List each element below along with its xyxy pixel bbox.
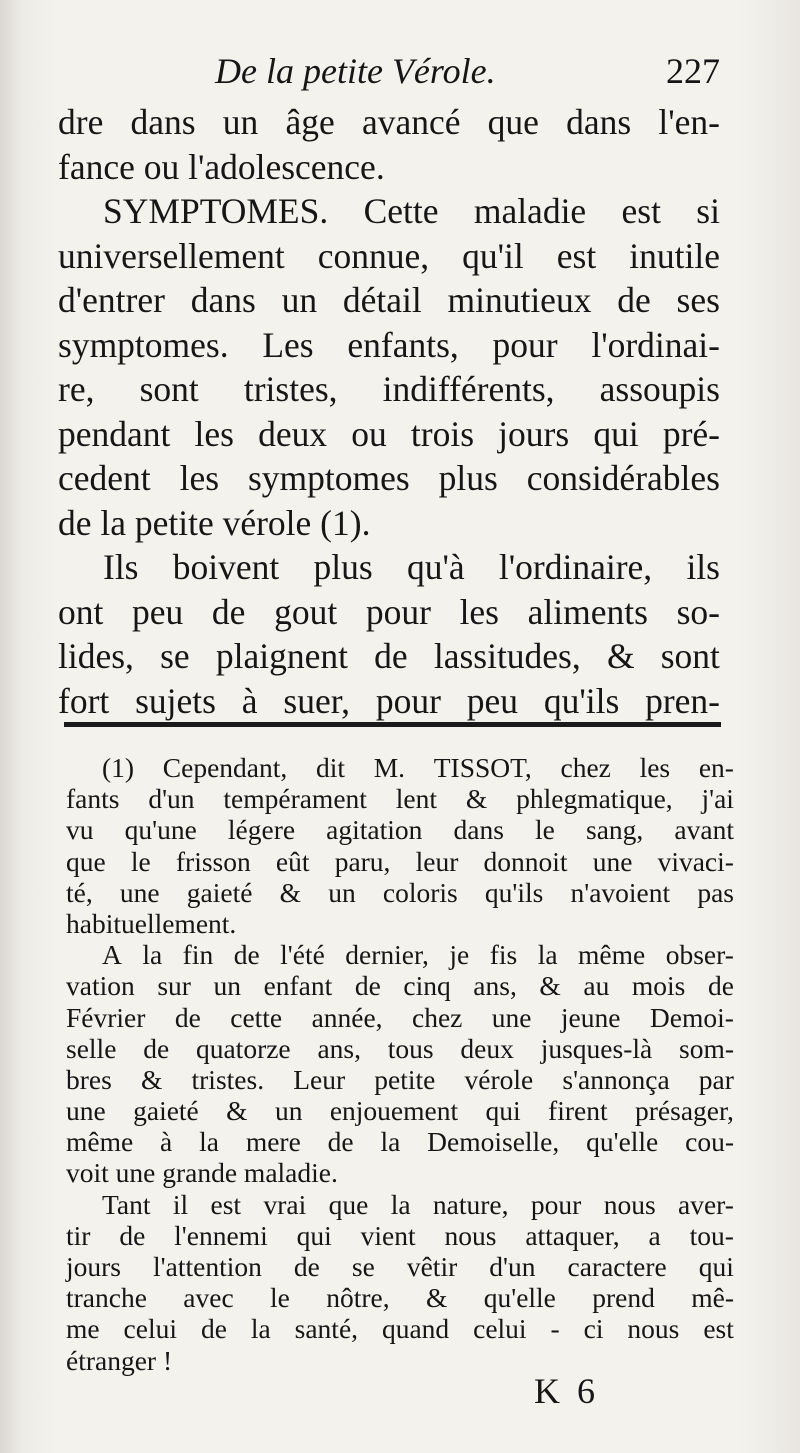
footnote-line: selle de quatorze ans, tous deux jusques-là som-: [66, 1032, 734, 1064]
text-line: symptomes. Les enfants, pour l'ordinai-: [58, 324, 720, 365]
footnote-line: fants d'un tempérament lent & phlegmatique, j'ai: [66, 783, 734, 815]
footnote-line: me celui de la santé, quand celui - ci nous est: [66, 1313, 734, 1345]
page-header: [60, 50, 720, 100]
footnote-line: voit une grande maladie.: [66, 1157, 338, 1189]
text-line: re, sont tristes, indifférents, assoupis: [58, 369, 720, 409]
footnote-line: jours l'attention de se vêtir d'un caractere qui: [66, 1251, 734, 1282]
signature-mark: K 6: [534, 1371, 599, 1411]
footnote-line: étranger !: [66, 1344, 173, 1376]
footnote-line: vation sur un enfant de cinq ans, & au mois de: [66, 970, 734, 1002]
footnote-line: bres & tristes. Leur petite vérole s'annonça par: [66, 1063, 734, 1095]
page-number: 227: [666, 51, 720, 91]
footnote-line: vu qu'une légere agitation dans le sang, avant: [66, 814, 734, 846]
footnote-line: (1) Cependant, dit M. TISSOT, chez les en-: [102, 752, 734, 783]
footnote-line: une gaieté & un enjouement qui firent présager,: [66, 1095, 734, 1127]
running-title: De la petite Vérole.: [215, 51, 496, 91]
footnote-line: que le frisson eût paru, leur donnoit une vivaci-: [66, 845, 734, 877]
text-line: lides, se plaignent de lassitudes, & sont: [58, 636, 720, 676]
footnote-line: Février de cette année, chez une jeune Demoi-: [66, 1001, 734, 1033]
footnote-line: Tant il est vrai que la nature, pour nous aver-: [102, 1188, 734, 1220]
text-line: fance ou l'adolescence.: [58, 146, 385, 187]
text-line: de la petite vérole (1).: [58, 502, 371, 543]
text-line-section-heading: SYMPTOMES. Cette maladie est si: [103, 191, 720, 231]
text-line: Ils boivent plus qu'à l'ordinaire, ils: [103, 547, 720, 587]
footnote-line: tranche avec le nôtre, & qu'elle prend mê-: [66, 1282, 734, 1314]
footnote-divider: [64, 722, 721, 727]
text-line: ont peu de gout pour les aliments so-: [58, 591, 720, 632]
footnote-line: habituellement.: [66, 907, 237, 939]
footnote-line: même à la mere de la Demoiselle, qu'elle cou-: [66, 1126, 734, 1158]
text-line: cedent les symptomes plus considérables: [58, 458, 720, 498]
footnote-line: A la fin de l'été dernier, je fis la même obser-: [102, 939, 734, 971]
text-line: pendant les deux ou trois jours qui pré-: [58, 413, 720, 454]
main-text: [58, 100, 720, 723]
text-line: dre dans un âge avancé que dans l'en-: [58, 102, 720, 142]
text-line: d'entrer dans un détail minutieux de ses: [58, 280, 720, 320]
text-line: fort sujets à suer, pour peu qu'ils pren-: [58, 680, 720, 721]
footnotes: [66, 752, 734, 1376]
text-line: universellement connue, qu'il est inutile: [58, 235, 720, 276]
footnote-line: tir de l'ennemi qui vient nous attaquer, a tou-: [66, 1219, 734, 1251]
footnote-line: té, une gaieté & un coloris qu'ils n'avoient pas: [66, 876, 734, 908]
